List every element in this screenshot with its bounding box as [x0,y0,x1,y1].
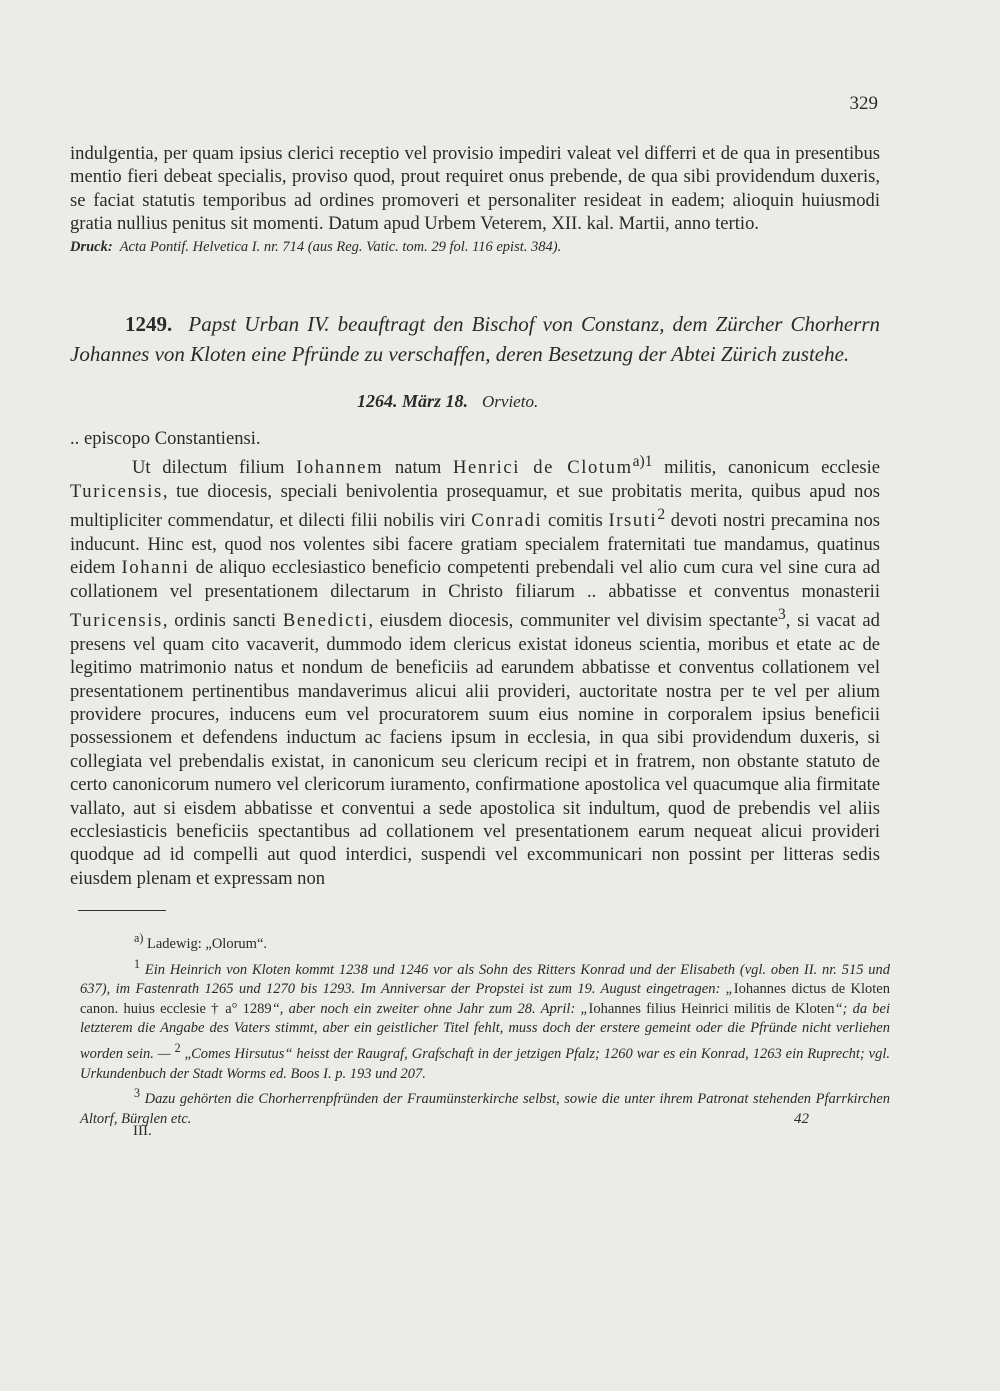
druck-source: Acta Pontif. Helvetica I. nr. 714 (aus Reg. Vatic. tom. 29 fol. 116 epist. 384). [119,238,562,255]
name-iohanni: Iohanni [121,557,190,579]
body-text: comitis [542,510,609,532]
signature-mark: III. [133,1123,152,1139]
footnote-ref-3: 3 [778,606,786,624]
footnote-text: “; da bei letzterem die Angabe des Vaters stimmt, aber ein geistlicher Titel fehlt, muss doch der erstere gemeint oder die Pfründe nicht verliehen worden sein. — [80,1000,891,1062]
name-benedicti: Benedicti [282,610,369,632]
druck-label: Druck: [70,238,113,255]
footnotes [80,929,890,1130]
intro-text-block [70,142,880,258]
body-text: natum [383,457,454,479]
footnote-marker: a) [134,931,144,945]
footnote-marker: 3 [134,1086,141,1101]
bogen-number: 42 [794,1111,809,1127]
druck-note [70,236,880,258]
name-henrici: Henrici de Clotum [453,457,633,479]
footnote-ref-2: 2 [657,506,666,524]
body-paragraph [70,450,880,890]
address-line: .. episcopo Constantiensi. [70,428,261,449]
footnote-quote: Comes Hirsutus [191,1046,285,1062]
footnote-text: Ein Heinrich von Kloten kommt 1238 und 1246 vor als Sohn des Ritters Konrad und der Elisabeth (vgl. oben II. nr. 515 und 637), im Fastenrath 1265 und 1270 bis 1293. Im Anniversar der Propstei ist zum 19. August eingetragen: „ [80,961,891,998]
footnote-a [134,929,890,955]
footnote-text: „ [184,1046,192,1062]
document-place: Orvieto. [482,392,539,411]
body-text: , si vacat ad presens vel quam cito vacaverit, dummodo idem clericus existat idoneus scientia, moribus et etate ac de legitimo matrimonio natus et nondum de beneficiis ad earundem abbatisse et conventus collationem vel presentationem pertinentibus mandaverimus alicui alii provideri, auctoritate nostra per te vel per alium providere procures, inducens eum vel procuratorem suum eius nomine in corporalem ipsius beneficii possessionem et defendens inductum ac faciens ipsum in ecclesia, in qua sibi providendum duxeris, si collegiata vel prebendalis existat, in canonicum seu clericum recipi et in fratrem, non obstante statuto de certo canonicorum numero vel clericorum iuramento, confirmatione apostolica vel quacumque alia firmitate vallato, aut si eisdem abbatisse et conventui a sede apostolica sit indultum, quod de prebendis vel aliis ecclesiasticis beneficiis spectantibus ad collationem vel presentationem earum nequeat alicui provideri quodque ad id compelli aut quod interdici, suspendi vel excommunicari non possint per litteras sedis eiusdem plenam et expressam non [70,610,880,889]
footnote-3 [80,1084,890,1129]
document-number: 1249. [125,312,173,336]
dateline [357,391,538,412]
document-heading [70,309,880,369]
page-number: 329 [849,93,878,114]
document-date: 1264. März 18. [357,391,469,411]
footnote-divider [78,910,166,911]
footnote-text: Ladewig: „Olorum“. [147,935,268,952]
name-turicensis: Turicensis [70,481,163,502]
body-text: de aliquo ecclesiastico beneficio competenti prebendali vel alio cum cura vel sine cura ad collationem vel presentationem dilectarum in Christo filiarum .. abbatisse et conventus monasterii [70,557,880,602]
intro-paragraph: indulgentia, per quam ipsius clerici receptio vel provisio impediri valeat vel differri et de qua in presentibus mentio fieri debeat specialis, proviso quod, prout requiret onus prebende, de qua sibi providendum duxeris, se faciat statutis temporibus ad ordines promoveri et personaliter resideat in eadem; alioquin huiusmodi gratia nullius penitus sit momenti. Datum apud Urbem Veterem, XII. kal. Martii, anno tertio. [70,143,880,235]
footnote-ref-1: )1 [639,453,653,471]
footnote-quote: Iohannes dictus de Kloten canon. huius ecclesie † a° 1289 [80,981,890,1017]
footnote-marker: 1 [134,956,141,971]
body-text: , ordinis sancti [162,610,283,632]
footnote-text: “, aber noch ein zweiter ohne Jahr zum 28. April: „ [271,1000,589,1017]
body-text: , tue diocesis, speciali benivolentia prosequamur, et sue probitatis merita, quibus apud nos multipliciter commendatur, et dilecti filii nobilis viri [70,481,880,532]
footnote-text: “ heisst der Raugraf, Grafschaft in der jetzigen Pfalz; 1260 war es ein Konrad, 1263 ein Ruprecht; vgl. Urkundenbuch der Stadt Worms ed. Boos I. p. 193 und 207. [80,1046,891,1082]
footnote-ref-a: a [632,453,640,471]
body-text: militis, canonicum ecclesie [652,457,881,479]
body-text: devoti nostri precamina nos inducunt. Hinc est, quod nos volentes sibi facere gratiam specialem fraternitati tue mandamus, quatinus eidem [70,510,880,579]
name-irsuti: Irsuti [608,510,658,532]
name-iohannem: Iohannem [296,457,384,479]
document-title: Papst Urban IV. beauftragt den Bischof von Constanz, dem Zürcher Chorherrn Johannes von Kloten eine Pfründe zu verschaffen, deren Besetzung der Abtei Zürich zustehe. [70,312,880,366]
name-conradi: Conradi [471,510,543,532]
body-text: Ut dilectum filium [132,457,297,479]
footnote-text: Dazu gehörten die Chorherrenpfründen der Fraumünsterkirche selbst, sowie die unter ihrem Patronat stehenden Pfarrkirchen Altorf, Bürglen etc. [80,1091,891,1127]
name-turicensis: Turicensis [70,610,163,632]
footnote-marker: 2 [174,1041,181,1056]
document-body [70,427,880,890]
footnote-1-2 [80,955,890,1085]
footnote-quote: Iohannes filius Heinrici militis de Kloten [588,1000,835,1017]
body-text: , eiusdem diocesis, communiter vel divisim spectante [368,610,779,632]
